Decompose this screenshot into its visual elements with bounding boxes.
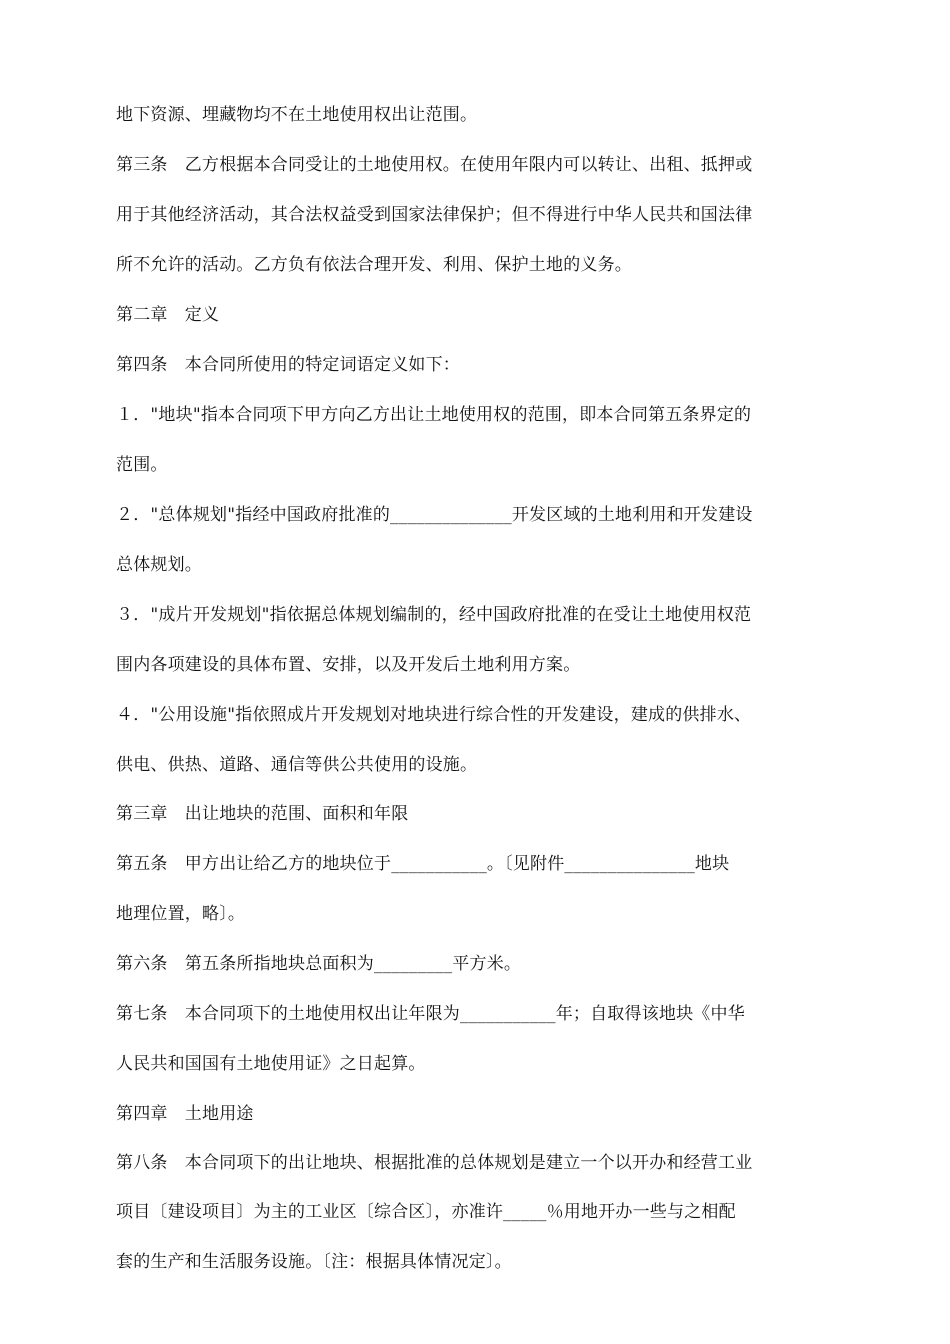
text-line: 围内各项建设的具体布置、安排，以及开发后土地利用方案。 — [116, 655, 581, 675]
text-line: 第七条 本合同项下的土地使用权出让年限为___________年；自取得该地块《中华 — [116, 1004, 745, 1024]
text-line: 地下资源、埋藏物均不在土地使用权出让范围。 — [116, 105, 478, 125]
text-line: ４．"公用设施"指依照成片开发规划对地块进行综合性的开发建设，建成的供排水、 — [116, 705, 752, 725]
text-line: 供电、供热、道路、通信等供公共使用的设施。 — [116, 755, 478, 775]
text-line: 用于其他经济活动，其合法权益受到国家法律保护；但不得进行中华人民共和国法律 — [116, 205, 753, 225]
text-line: 第六条 第五条所指地块总面积为_________平方米。 — [116, 954, 522, 974]
text-line: 第五条 甲方出让给乙方的地块位于___________。〔见附件_______________地块 — [116, 854, 730, 874]
text-line: 总体规划。 — [116, 555, 202, 575]
text-line: 人民共和国国有土地使用证》之日起算。 — [116, 1054, 426, 1074]
text-line: 套的生产和生活服务设施。〔注：根据具体情况定〕。 — [116, 1252, 512, 1272]
text-line: １．"地块"指本合同项下甲方向乙方出让土地使用权的范围，即本合同第五条界定的 — [116, 405, 752, 425]
text-line: 范围。 — [116, 455, 168, 475]
text-line: 第八条 本合同项下的出让地块、根据批准的总体规划是建立一个以开办和经营工业 — [116, 1153, 753, 1173]
text-line: 第四条 本合同所使用的特定词语定义如下： — [116, 355, 460, 375]
text-line: 地理位置，略〕。 — [116, 904, 246, 924]
text-line: ２．"总体规划"指经中国政府批准的______________开发区域的土地利用和开发建设 — [116, 505, 753, 525]
chapter-heading: 第四章 土地用途 — [116, 1104, 254, 1124]
text-line: 项目〔建设项目〕为主的工业区〔综合区〕，亦准许_____％用地开办一些与之相配 — [116, 1202, 736, 1222]
text-line: 第三条 乙方根据本合同受让的土地使用权。在使用年限内可以转让、出租、抵押或 — [116, 155, 753, 175]
chapter-heading: 第二章 定义 — [116, 305, 220, 325]
text-line: 所不允许的活动。乙方负有依法合理开发、利用、保护土地的义务。 — [116, 255, 632, 275]
text-line: ３．"成片开发规划"指依据总体规划编制的，经中国政府批准的在受让土地使用权范 — [116, 605, 752, 625]
chapter-heading: 第三章 出让地块的范围、面积和年限 — [116, 804, 409, 824]
